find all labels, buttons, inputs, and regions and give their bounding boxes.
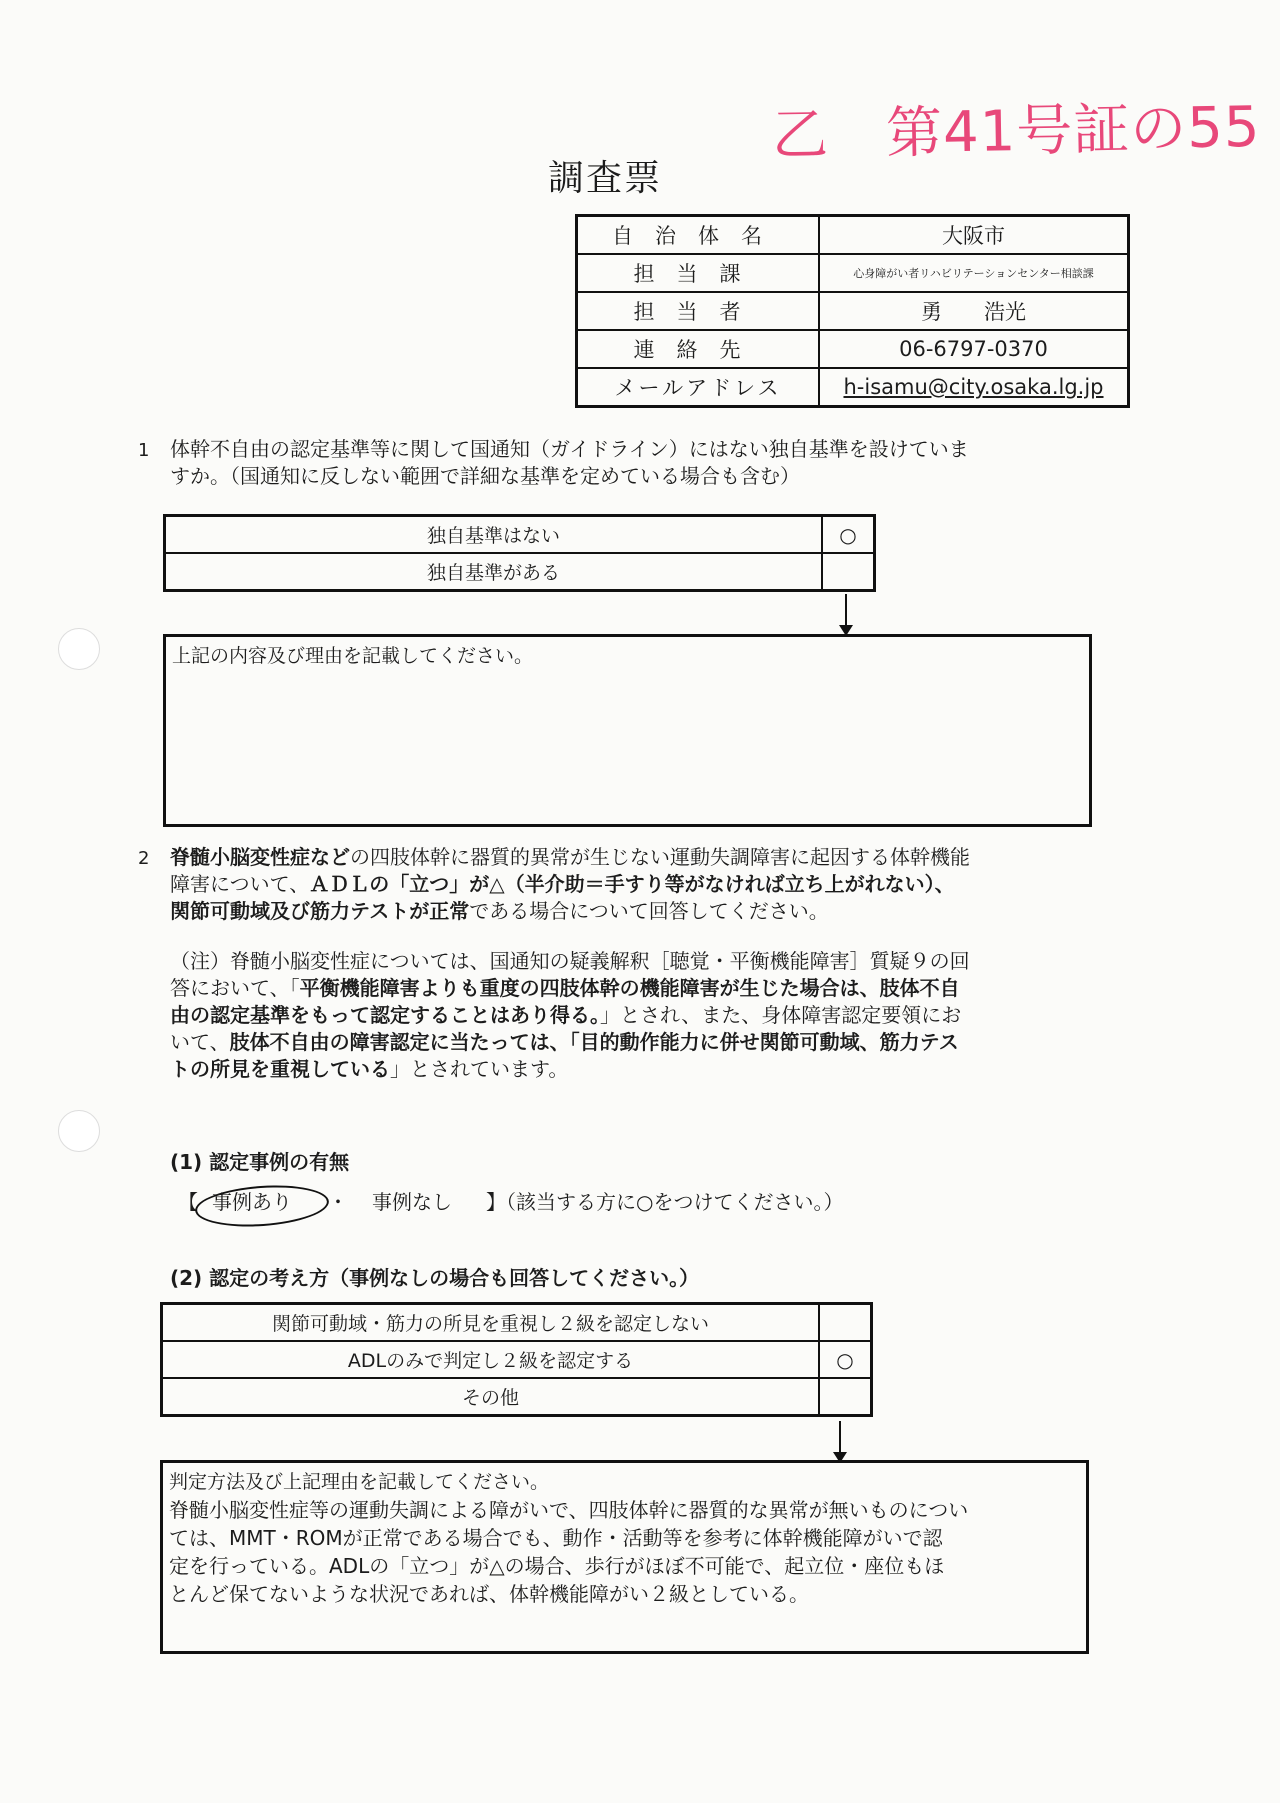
option-label: 独自基準はない [165,516,823,554]
value-municipality: 大阪市 [819,216,1129,255]
contact-info-table [575,214,1130,408]
value-department: 心身障がい者リハビリテーションセンター相談課 [819,254,1129,292]
question-2-line [170,844,1100,871]
question-2-text [170,844,1100,925]
note-normal: 」とされています。 [390,1057,569,1081]
question-1-answer-box[interactable] [163,634,1092,827]
answer-line: ては、MMT・ROMが正常である場合でも、動作・活動等を参考に体幹機能障がいで認 [169,1526,943,1550]
note-line [170,1029,1100,1056]
option-row[interactable] [162,1341,872,1378]
option-label: 独自基準がある [165,553,823,591]
value-contact: 06-6797-0370 [819,330,1129,368]
answer-text [163,1494,1086,1608]
question-1-line: すか。（国通知に反しない範囲で詳細な基準を定めている場合も含む） [170,464,800,488]
label-person: 担当者 [577,292,820,330]
note-bold: 肢体不自由の障害認定に当たっては、「目的動作能力に併せ関節可動域、筋力テス [229,1030,959,1054]
note-line: （注）脊髄小脳変性症については、国通知の疑義解釈［聴覚・平衡機能障害］質疑９の回 [170,949,970,973]
option-row[interactable] [165,553,875,591]
note-line [170,1002,1100,1029]
punch-hole [58,628,100,670]
option-label: その他 [162,1378,820,1416]
answer-line: 脊髄小脳変性症等の運動失調による障がいで、四肢体幹に器質的な異常が無いものについ [169,1498,969,1522]
note-normal: 」とされ、また、身体障害認定要領にお [600,1003,962,1027]
label-email: メールアドレス [577,368,820,407]
note-normal: 答において、「 [170,976,300,1000]
option-row[interactable] [165,516,875,554]
answer-box-heading: 判定方法及び上記理由を記載してください。 [169,1471,550,1493]
question-2-normal: 障害について、 [170,872,310,896]
option-row[interactable] [162,1378,872,1416]
punch-hole [58,1110,100,1152]
value-person: 勇 浩光 [819,292,1129,330]
question-2-number: 2 [138,848,150,869]
question-1-text [170,436,1100,490]
arrow-down-icon [839,1421,841,1453]
question-2-line [170,871,1100,898]
exhibit-stamp: 乙 第41号証の55 [771,94,1262,169]
sub-question-1-heading: (1) 認定事例の有無 [170,1150,350,1174]
option-mark[interactable] [819,1304,872,1342]
option-mark[interactable]: ○ [822,516,875,554]
table-row [577,292,1129,330]
question-1-number: 1 [138,440,150,461]
choice-case-exists[interactable]: 事例あり [212,1190,292,1214]
note-line [170,975,1100,1002]
answer-line: 定を行っている。ADLの「立つ」が△の場合、歩行がほぼ不可能で、起立位・座位もほ [169,1554,945,1578]
answer-line: とんど保てないような状況であれば、体幹機能障がい２級としている。 [169,1582,809,1606]
note-bold: トの所見を重視している [170,1057,390,1081]
arrow-down-icon [845,594,847,626]
question-2-normal: の四肢体幹に器質的異常が生じない運動失調障害に起因する体幹機能 [350,845,970,869]
option-row[interactable] [162,1304,872,1342]
option-mark[interactable]: ○ [819,1341,872,1378]
question-2-normal: である場合について回答してください。 [469,899,829,923]
option-label: ADLのみで判定し２級を認定する [162,1341,820,1378]
sub-question-2-heading: (2) 認定の考え方（事例なしの場合も回答してください。） [170,1266,700,1290]
question-2-line [170,898,1100,925]
note-bold: 平衡機能障害よりも重度の四肢体幹の機能障害が生じた場合は、肢体不自 [299,976,960,1000]
note-normal: いて、 [170,1030,230,1054]
question-2-bold: 脊髄小脳変性症など [170,845,350,869]
label-contact: 連絡先 [577,330,820,368]
table-row [577,330,1129,368]
choice-no-case[interactable]: 事例なし [372,1190,452,1214]
table-row [577,216,1129,255]
question-2-bold: ＡＤＬの「立つ」が△（半介助＝手すり等がなければ立ち上がれない）、 [309,872,955,896]
question-1-line: 体幹不自由の認定基準等に関して国通知（ガイドライン）にはない独自基準を設けていま [170,437,969,461]
choice-separator: ・ [328,1190,348,1214]
case-choice-instructions: 】（該当する方に○をつけてください。） [486,1190,844,1214]
table-row [577,254,1129,292]
note-bold: 由の認定基準をもって認定することはあり得る。 [170,1003,600,1027]
page-title: 調査票 [548,158,663,199]
question-2-options [160,1302,873,1417]
question-2-bold: 関節可動域及び筋力テストが正常 [170,899,470,923]
label-municipality: 自治体名 [577,216,820,255]
question-1-options [163,514,876,592]
option-mark[interactable] [822,553,875,591]
table-row [577,368,1129,407]
case-choice-open: 【 [178,1190,198,1214]
question-2-note [170,948,1100,1083]
answer-box-heading: 上記の内容及び理由を記載してください。 [172,645,534,667]
value-email[interactable]: h-isamu@city.osaka.lg.jp [819,368,1129,407]
question-2-answer-box[interactable] [160,1460,1089,1654]
label-department: 担当課 [577,254,820,292]
option-label: 関節可動域・筋力の所見を重視し２級を認定しない [162,1304,820,1342]
note-line [170,1056,1100,1083]
option-mark[interactable] [819,1378,872,1416]
